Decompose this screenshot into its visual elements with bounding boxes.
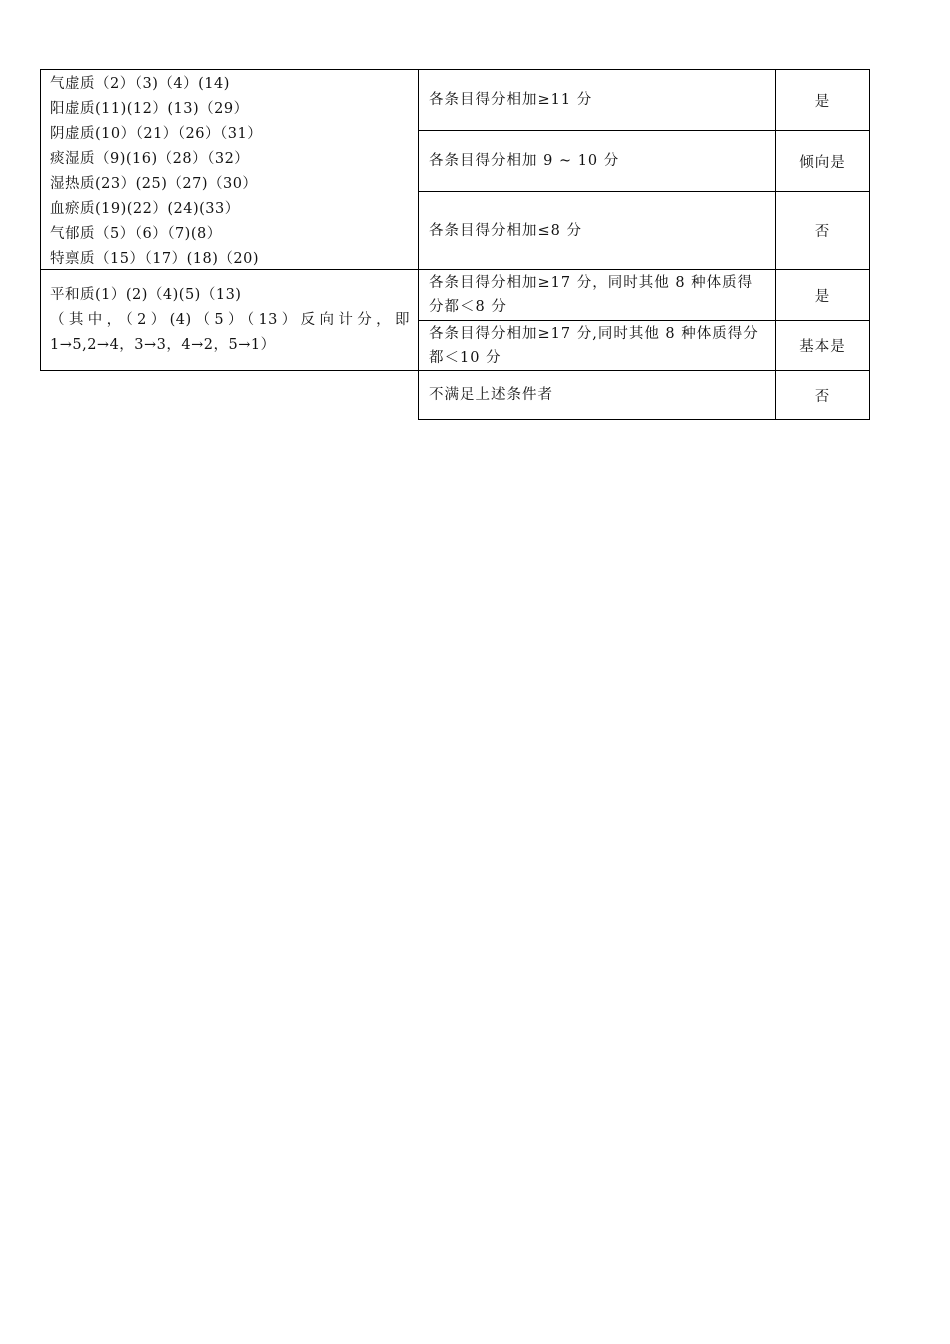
criteria-condition: 各条目得分相加≥17 分，同时其他 8 种体质得分都＜8 分 — [429, 275, 754, 315]
criteria-result-cell — [775, 191, 870, 270]
balanced-constitution-cell — [40, 269, 419, 371]
constitution-item: 阴虚质(10）（21）（26）（31） — [50, 126, 263, 142]
criteria-result-cell — [775, 370, 870, 420]
reverse-scoring-mapping: 1→5,2→4，3→3，4→2，5→1） — [50, 337, 276, 353]
criteria-result: 基本是 — [799, 339, 846, 355]
criteria-result: 是 — [814, 93, 831, 110]
criteria-result: 否 — [814, 224, 831, 240]
criteria-result-cell — [775, 320, 870, 371]
criteria-condition-cell — [418, 191, 776, 270]
constitution-item: 湿热质(23）(25)（27)（30） — [50, 176, 258, 192]
constitution-item: 气虚质（2）（3)（4）(14) — [50, 76, 230, 92]
criteria-result-cell — [775, 69, 870, 131]
criteria-condition: 各条目得分相加≥11 分 — [429, 92, 593, 108]
constitution-item: 气郁质（5）（6）（7)(8） — [50, 226, 222, 242]
criteria-condition-cell — [418, 269, 776, 321]
constitution-list-cell — [40, 69, 419, 270]
criteria-condition-cell — [418, 320, 776, 371]
criteria-condition: 各条目得分相加 9 ~ 10 分 — [429, 153, 620, 169]
criteria-condition-cell — [418, 130, 776, 192]
criteria-condition: 各条目得分相加≥17 分,同时其他 8 种体质得分都＜10 分 — [429, 325, 759, 366]
criteria-condition: 不满足上述条件者 — [429, 387, 553, 403]
criteria-result-cell — [775, 130, 870, 192]
constitution-item: 特禀质（15）（17）(18)（20) — [50, 251, 260, 267]
criteria-condition-cell — [418, 370, 776, 420]
criteria-result: 是 — [814, 288, 831, 305]
reverse-scoring-note: （其中，（2）(4)（5）（13）反向计分，即 — [50, 312, 410, 328]
criteria-condition: 各条目得分相加≤8 分 — [429, 222, 582, 239]
constitution-item: 痰湿质（9)(16)（28）（32） — [50, 151, 250, 167]
criteria-result: 否 — [814, 388, 831, 405]
criteria-condition-cell — [418, 69, 776, 131]
constitution-item: 阳虚质(11)(12）(13)（29） — [50, 101, 249, 117]
constitution-item: 血瘀质(19)(22）(24)(33） — [50, 201, 240, 217]
balanced-constitution-items: 平和质(1）(2)（4)(5)（13) — [50, 287, 242, 303]
criteria-result-cell — [775, 269, 870, 321]
criteria-result: 倾向是 — [799, 154, 846, 171]
